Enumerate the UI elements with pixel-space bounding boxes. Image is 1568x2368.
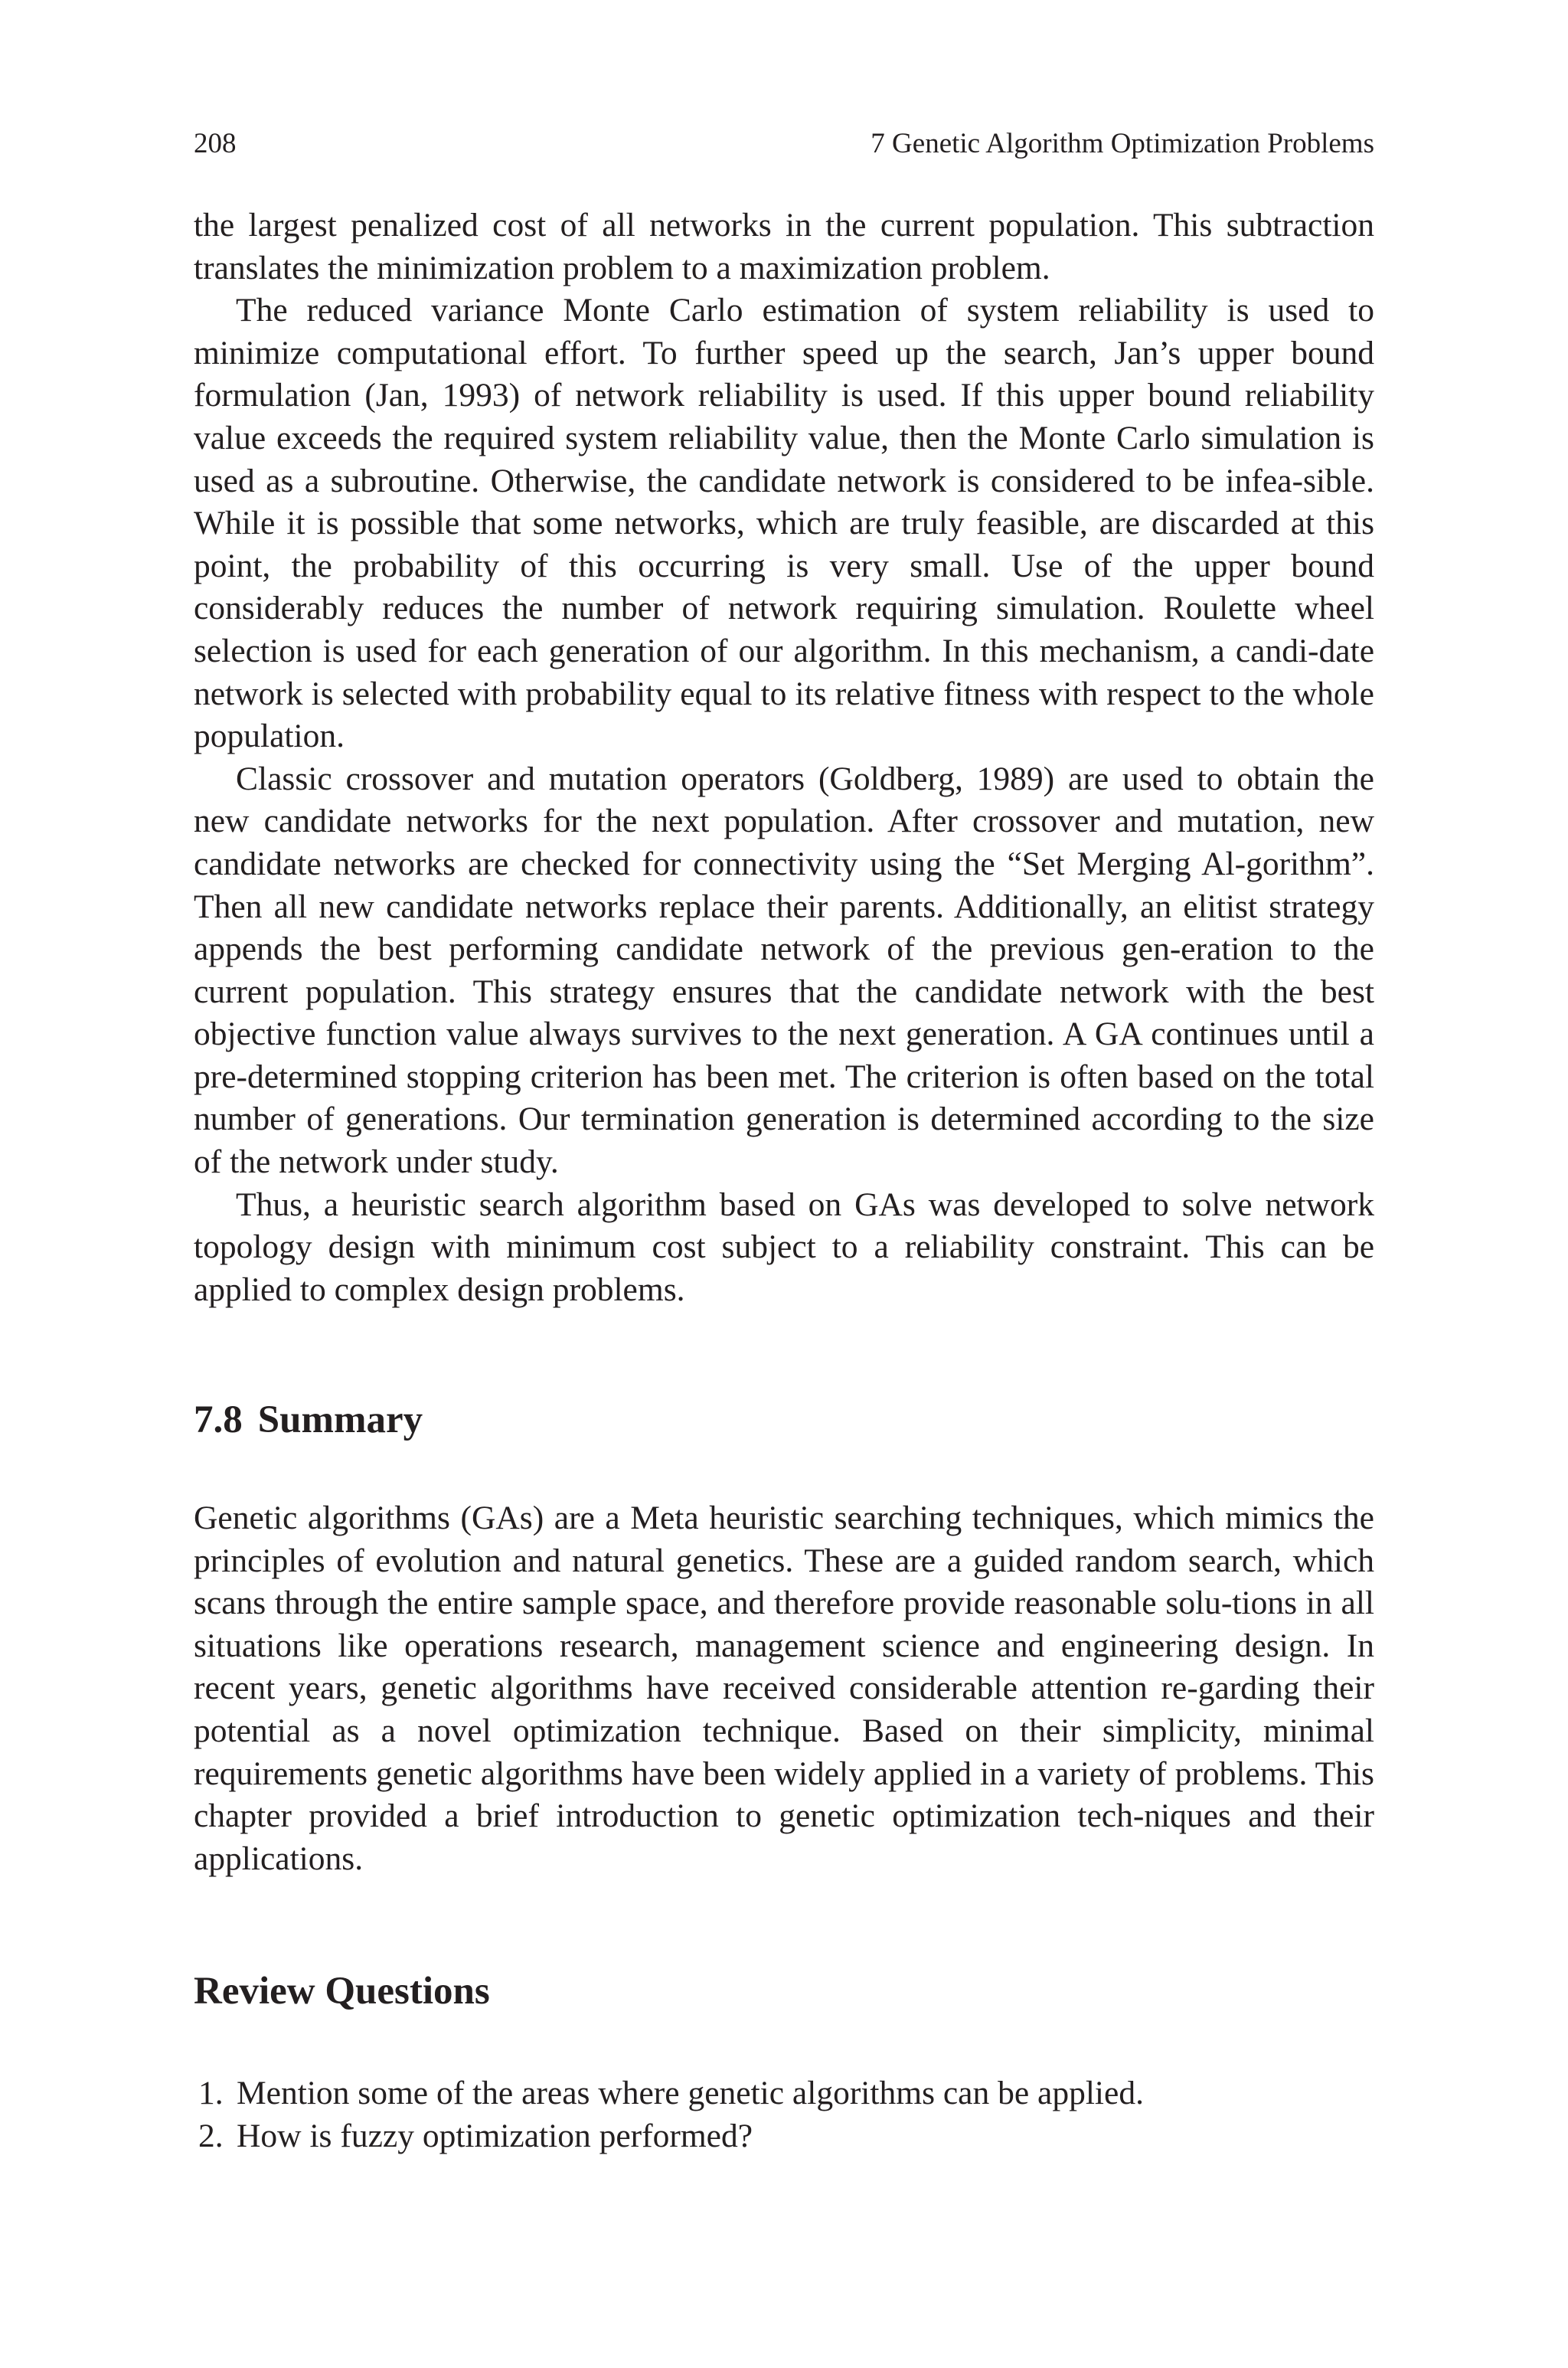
question-number: 2. xyxy=(198,2117,224,2154)
page-number: 208 xyxy=(194,128,237,159)
summary-paragraph: Genetic algorithms (GAs) are a Meta heuristic searching techniques, which mimics the principles of evolution and natural genetics. These are a guided random search, which scans through the entire sample space, and therefore provide reasonable solu-tions in all situations like operations research, management science and engineering design. In recent years, genetic algorithms have received considerable attention re-garding their potential as a novel optimization technique. Based on their simplicity, minimal requirements genetic algorithms have been widely applied in a variety of problems. This chapter provided a brief introduction to genetic optimization tech-niques and their applications. xyxy=(194,1500,1374,1877)
body-paragraph: Thus, a heuristic search algorithm based on GAs was developed to solve network topology design with minimum cost subject to a reliability constraint. This can be applied to complex design problems. xyxy=(194,1186,1374,1308)
question-text: Mention some of the areas where genetic algorithms can be applied. xyxy=(237,2075,1144,2111)
question-number: 1. xyxy=(198,2075,224,2111)
body-text xyxy=(194,204,1374,1311)
body-paragraph: The reduced variance Monte Carlo estimation of system reliability is used to minimize computational effort. To further speed up the search, Jan’s upper bound formulation (Jan, 1993) of network reliability is used. If this upper bound reliability value exceeds the required system reliability value, then the Monte Carlo simulation is used as a subroutine. Otherwise, the candidate network is considered to be infea-sible. While it is possible that some networks, which are truly feasible, are discarded at this point, the probability of this occurring is very small. Use of the upper bound considerably reduces the number of network requiring simulation. Roulette wheel selection is used for each generation of our algorithm. In this mechanism, a candi-date network is selected with probability equal to its relative fitness with respect to the whole population. xyxy=(194,292,1374,755)
section-title: Summary xyxy=(257,1398,423,1441)
section-heading-summary xyxy=(194,1397,423,1443)
summary-text xyxy=(194,1497,1374,1880)
review-questions-list xyxy=(194,2072,1374,2157)
body-paragraph: the largest penalized cost of all networks in the current population. This subtraction translates the minimization problem to a maximization problem. xyxy=(194,207,1374,286)
chapter-title: 7 Genetic Algorithm Optimization Problems xyxy=(871,128,1374,159)
list-item xyxy=(194,2072,1374,2115)
body-paragraph: Classic crossover and mutation operators (Goldberg, 1989) are used to obtain the new candidate networks for the next population. After crossover and mutation, new candidate networks are checked for connectivity using the “Set Merging Al-gorithm”. Then all new candidate networks replace their parents. Additionally, an elitist strategy appends the best performing candidate network of the previous gen-eration to the current population. This strategy ensures that the candidate network with the best objective function value always survives to the next generation. A GA continues until a pre-determined stopping criterion has been met. The criterion is often based on the total number of generations. Our termination generation is determined according to the size of the network under study. xyxy=(194,760,1374,1181)
section-number: 7.8 xyxy=(194,1398,243,1441)
question-text: How is fuzzy optimization performed? xyxy=(237,2117,753,2154)
list-item xyxy=(194,2115,1374,2158)
section-heading-review-questions: Review Questions xyxy=(194,1970,490,2013)
